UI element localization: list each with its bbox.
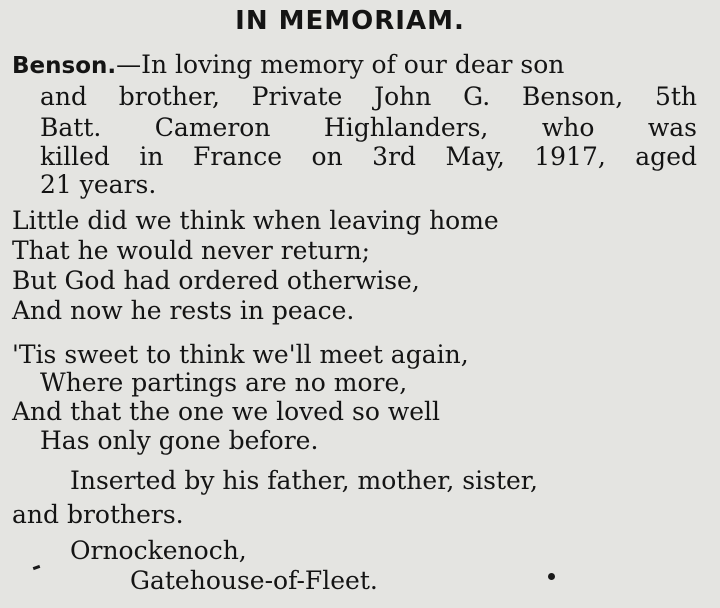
address-line-2: Gatehouse-of-Fleet.	[130, 566, 378, 595]
notice-line-1	[12, 50, 707, 81]
address-line-1: Ornockenoch,	[70, 536, 247, 565]
inserted-line-2: and brothers.	[12, 500, 184, 529]
verse1-line-1: Little did we think when leaving home	[12, 206, 499, 235]
notice-line-4: killed in France on 3rd May, 1917, aged	[40, 142, 697, 171]
verse2-line-3: And that the one we loved so well	[12, 397, 441, 426]
verse1-line-4: And now he rests in peace.	[12, 296, 355, 325]
verse2-line-2: Where partings are no more,	[40, 368, 408, 397]
verse2-line-4: Has only gone before.	[40, 426, 319, 455]
notice-line-2: and brother, Private John G. Benson, 5th	[40, 82, 697, 111]
inserted-line-1: Inserted by his father, mother, sister,	[70, 466, 538, 495]
notice-line-3: Batt. Cameron Highlanders, who was	[40, 113, 697, 142]
heading: IN MEMORIAM.	[235, 6, 465, 36]
verse1-line-3: But God had ordered otherwise,	[12, 266, 420, 295]
surname: Benson.	[12, 53, 117, 79]
verse2-line-1: 'Tis sweet to think we'll meet again,	[12, 340, 469, 369]
notice-line-1-text: —In loving memory of our dear son	[116, 50, 565, 79]
notice-line-5: 21 years.	[40, 170, 157, 199]
print-dot	[548, 573, 555, 580]
print-mark	[33, 565, 41, 570]
verse1-line-2: That he would never return;	[12, 236, 371, 265]
